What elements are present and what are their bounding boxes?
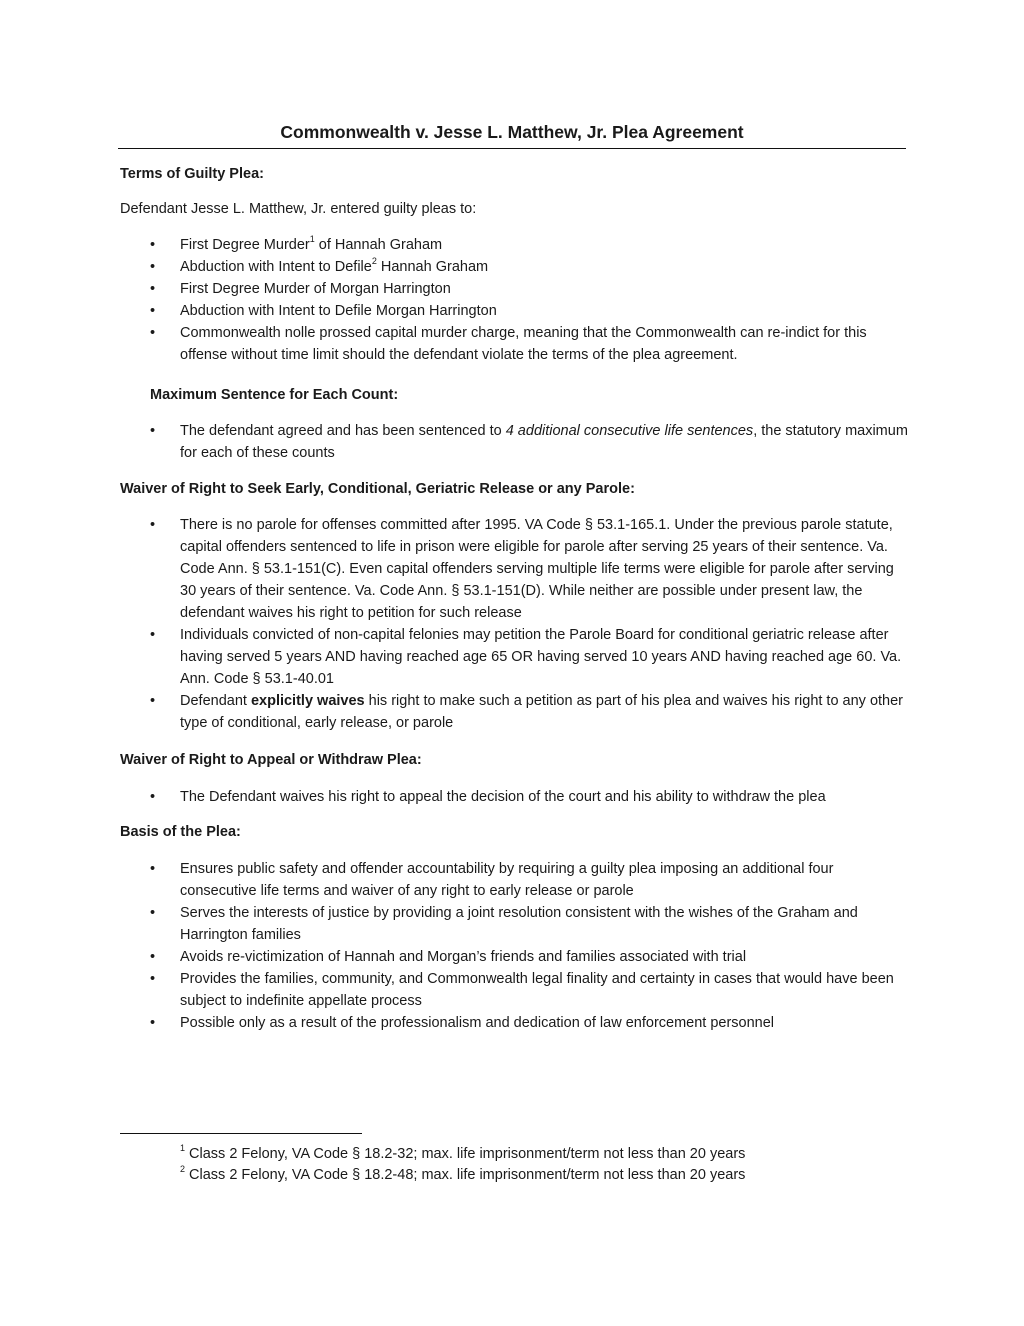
item-text: Defendant bbox=[180, 693, 251, 709]
list-item bbox=[120, 786, 910, 808]
item-text: Hannah Graham bbox=[376, 259, 489, 275]
item-text: The Defendant waives his right to appeal the decision of the court and his ability to withdraw the plea bbox=[180, 789, 826, 805]
footnote-ref-2: 2 bbox=[371, 256, 377, 267]
footnote-2 bbox=[180, 1164, 745, 1186]
item-emphasis: 4 additional consecutive life sentences bbox=[505, 423, 754, 439]
footnote-mark: 2 bbox=[180, 1164, 186, 1175]
item-text: his right to make such a petition as part of his plea and waives his right to any other type of conditional, early release, or parole bbox=[180, 693, 904, 731]
list-item bbox=[120, 1012, 910, 1034]
waiver-appeal-heading: Waiver of Right to Appeal or Withdraw Plea: bbox=[120, 752, 422, 768]
basis-heading: Basis of the Plea: bbox=[120, 824, 241, 840]
item-bold: explicitly waives bbox=[250, 693, 365, 709]
footnote-1 bbox=[180, 1143, 745, 1165]
title-underline bbox=[118, 148, 906, 149]
item-text: Abduction with Intent to Defile Morgan Harrington bbox=[180, 303, 497, 319]
item-text: Provides the families, community, and Commonwealth legal finality and certainty in cases that would have been subject to indefinite appellate process bbox=[180, 971, 894, 1009]
item-text: There is no parole for offenses committed after 1995. VA Code § 53.1-165.1. Under the previous parole statute, capital offenders sentenced to life in prison were eligible for parole after serving 25 years of their sentence. Va. Code Ann. § 53.1-151(C). Even capital offenders serving multiple life terms were eligible for parole after serving 30 years of their sentence. Va. Code Ann. § 53.1-151(D). While neither are possible under present law, the defendant waives his right to petition for such release bbox=[180, 517, 894, 621]
terms-list bbox=[120, 234, 910, 366]
item-text: Serves the interests of justice by providing a joint resolution consistent with the wishes of the Graham and Harrington families bbox=[180, 905, 858, 943]
waiver-release-heading: Waiver of Right to Seek Early, Conditional, Geriatric Release or any Parole: bbox=[120, 481, 635, 497]
list-item bbox=[120, 858, 910, 902]
waiver-release-list bbox=[120, 514, 910, 734]
item-text: Abduction with Intent to Defile bbox=[180, 259, 372, 275]
max-sentence-heading: Maximum Sentence for Each Count: bbox=[150, 387, 399, 403]
item-text: Commonwealth nolle prossed capital murder charge, meaning that the Commonwealth can re-indict for this offense without time limit should the defendant violate the terms of the plea agreement. bbox=[180, 325, 867, 363]
list-item bbox=[120, 300, 910, 322]
footnote-ref-1: 1 bbox=[309, 234, 315, 245]
waiver-appeal-list bbox=[120, 786, 910, 808]
item-text: Individuals convicted of non-capital felonies may petition the Parole Board for conditional geriatric release after having served 5 years AND having reached age 65 OR having served 10 years AND having reached age 60. Va. Ann. Code § 53.1-40.01 bbox=[180, 627, 902, 687]
list-item bbox=[120, 278, 910, 300]
item-text: Avoids re-victimization of Hannah and Morgan’s friends and families associated with trial bbox=[180, 949, 747, 965]
list-item bbox=[120, 514, 910, 624]
terms-intro: Defendant Jesse L. Matthew, Jr. entered guilty pleas to: bbox=[120, 201, 477, 217]
item-text: of Hannah Graham bbox=[314, 237, 443, 253]
item-text: First Degree Murder bbox=[180, 237, 310, 253]
max-sentence-list bbox=[120, 420, 910, 464]
list-item bbox=[120, 690, 910, 734]
list-item bbox=[120, 968, 910, 1012]
terms-heading: Terms of Guilty Plea: bbox=[120, 166, 264, 182]
list-item bbox=[120, 256, 910, 278]
footnote-text: Class 2 Felony, VA Code § 18.2-48; max. life imprisonment/term not less than 20 years bbox=[185, 1167, 746, 1183]
footnote-mark: 1 bbox=[180, 1143, 186, 1154]
list-item bbox=[120, 322, 910, 366]
item-text: The defendant agreed and has been sentenced to bbox=[180, 423, 506, 439]
basis-list bbox=[120, 858, 910, 1034]
footnote-separator bbox=[120, 1133, 362, 1134]
footnote-text: Class 2 Felony, VA Code § 18.2-32; max. life imprisonment/term not less than 20 years bbox=[185, 1146, 746, 1162]
item-text: , the statutory maximum for each of these counts bbox=[180, 423, 908, 461]
list-item bbox=[120, 902, 910, 946]
list-item bbox=[120, 420, 910, 464]
item-text: First Degree Murder of Morgan Harrington bbox=[180, 281, 451, 297]
list-item bbox=[120, 234, 910, 256]
document-title: Commonwealth v. Jesse L. Matthew, Jr. Plea Agreement bbox=[280, 122, 744, 142]
list-item bbox=[120, 946, 910, 968]
list-item bbox=[120, 624, 910, 690]
item-text: Ensures public safety and offender accountability by requiring a guilty plea imposing an additional four consecutive life terms and waiver of any right to early release or parole bbox=[180, 861, 834, 899]
item-text: Possible only as a result of the professionalism and dedication of law enforcement personnel bbox=[180, 1015, 775, 1031]
